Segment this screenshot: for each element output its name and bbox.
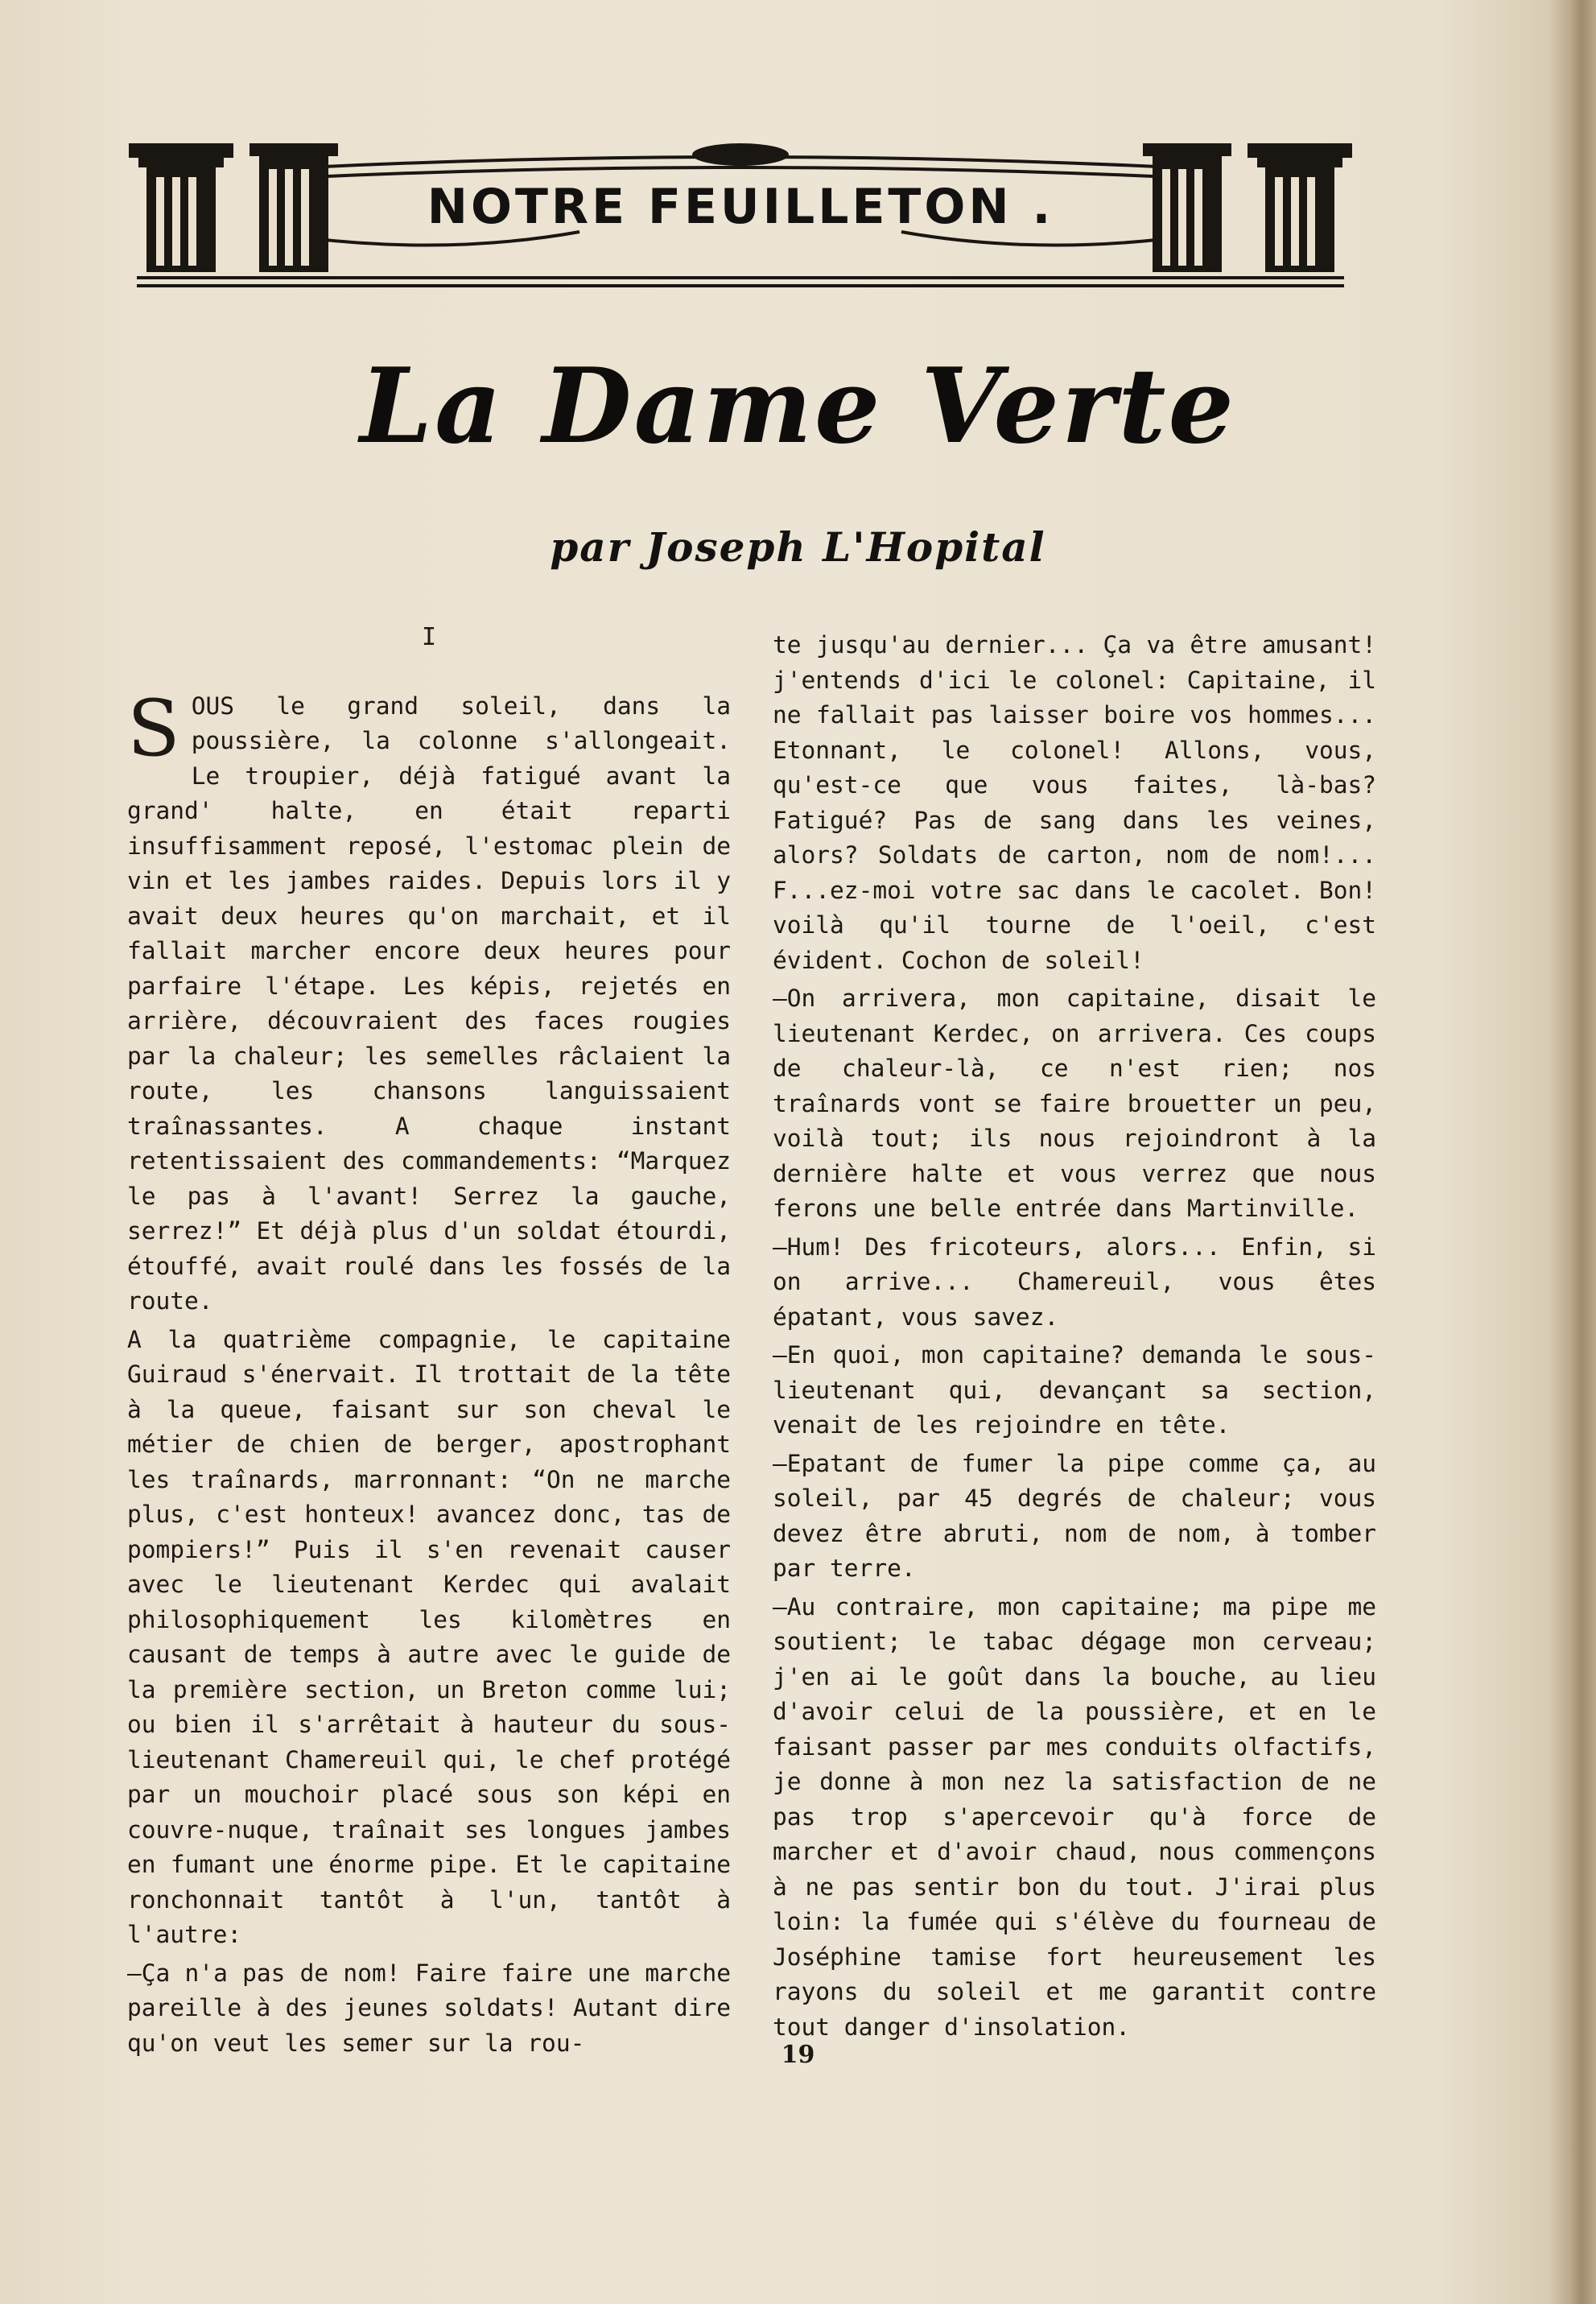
drop-cap: S — [127, 683, 180, 774]
paragraph: —En quoi, mon capitaine? demanda le sous-lieutenant qui, devançant sa section, venait de les rejoindre en tête. — [773, 1341, 1376, 1439]
paragraph: —Ça n'a pas de nom! Faire faire une marche pareille à des jeunes soldats! Autant dire qu'on veut les semer sur la rou- — [127, 1959, 731, 2057]
left-text-column — [127, 620, 731, 2061]
paragraph: —Epatant de fumer la pipe comme ça, au soleil, par 45 degrés de chaleur; vous devez être abruti, nom de nom, à tomber par terre. — [773, 1449, 1376, 1582]
banner-title: NOTRE FEUILLETON . — [427, 179, 1054, 235]
story-byline: par Joseph L'Hopital — [550, 523, 1046, 571]
paragraph: —On arrivera, mon capitaine, disait le lieutenant Kerdec, on arrivera. Ces coups de chaleur-là, ce n'est rien; nos traînards vont se faire brouetter un peu, voilà tout; ils nous rejoindront à la dernière halte et vous verrez que nous ferons une belle entrée dans Martinville. — [773, 985, 1376, 1222]
right-text-column — [773, 628, 1376, 2045]
paragraph-text: OUS le grand soleil, dans la poussière, la colonne s'allongeait. Le troupier, déjà fatigué avant la grand' halte, en était reparti insuffisamment reposé, l'estomac plein de vin et les jambes raides. Depuis lors il y avait deux heures qu'on marchait, et il fallait marcher encore deux heures pour parfaire l'étape. Les képis, rejetés en arrière, découvraient des faces rougies par la chaleur; les semelles râclaient la route, les chansons languissaient traînassantes. A chaque instant retentissaient des commandements: “Marquez le pas à l'avant! Serrez la gauche, serrez!” Et déjà plus d'un soldat étourdi, étouffé, avait roulé dans les fossés de la route. — [127, 692, 731, 1315]
paragraph: A la quatrième compagnie, le capitaine Guiraud s'énervait. Il trottait de la tête à la queue, faisant sur son cheval le métier de chien de berger, apostrophant les traînards, marronnant: “On ne marche plus, c'est honteux! avancez donc, tas de pompiers!” Puis il s'en revenait causer avec le lieutenant Kerdec qui avalait philosophiquement les kilomètres en causant de temps à autre avec le guide de la première section, un Breton comme lui; ou bien il s'arrêtait à hauteur du sous-lieutenant Chamereuil qui, le chef protégé par un mouchoir placé sous son képi en couvre-nuque, traînait ses longues jambes en fumant une énorme pipe. Et le capitaine ronchonnait tantôt à l'un, tantôt à l'autre: — [127, 1325, 731, 1948]
paragraph: —Au contraire, mon capitaine; ma pipe me soutient; le tabac dégage mon cerveau; j'en ai le goût dans la bouche, au lieu d'avoir celui de la poussière, et en le faisant passer par mes conduits olfactifs, je donne à mon nez la satisfaction de ne pas trop s'apercevoir qu'à force de marcher et d'avoir chaud, nous commençons à ne pas sentir bon du tout. J'irai plus loin: la fumée qui s'élève du fourneau de Joséphine tamise fort heureusement les rayons du soleil et me garantit contre tout danger d'insolation. — [773, 1592, 1376, 2041]
page-number: 19 — [781, 2041, 815, 2069]
paragraph: te jusqu'au dernier... Ça va être amusant! j'entends d'ici le colonel: Capitaine, il ne fallait pas laisser boire vos hommes... Etonnant, le colonel! Allons, vous, qu'est-ce que vous faites, là-bas? Fatigué? Pas de sang dans les veines, alors? Soldats de carton, nom de nom!... F...ez-moi votre sac dans le cacolet. Bon! voilà qu'il tourne de l'oeil, c'est évident. Cochon de soleil! — [773, 631, 1376, 974]
feuilleton-banner — [129, 137, 1352, 290]
paragraph: —Hum! Des fricoteurs, alors... Enfin, si on arrive... Chamereuil, vous êtes épatant, vous savez. — [773, 1233, 1376, 1331]
story-title: La Dame Verte — [360, 346, 1236, 467]
paragraph — [127, 683, 731, 1319]
chapter-number: I — [421, 623, 437, 651]
